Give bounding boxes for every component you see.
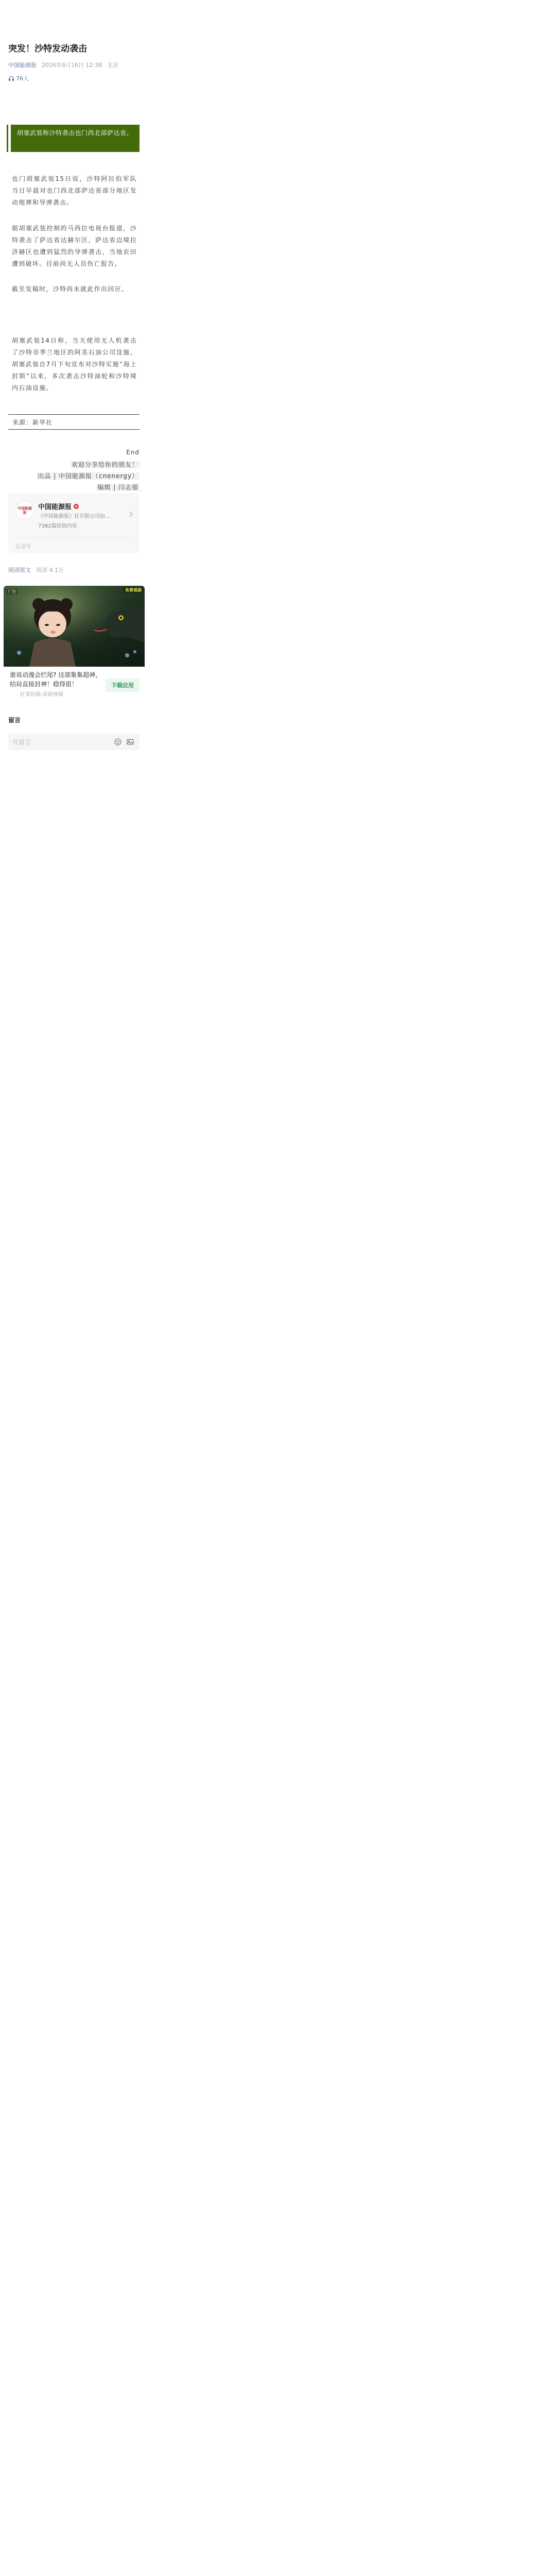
- listen-count: 76人: [16, 75, 29, 82]
- comments-title: 留言: [8, 717, 21, 724]
- emoji-icon[interactable]: [114, 738, 122, 746]
- producer-line: [37, 471, 140, 481]
- article-title: 突发！沙特发动袭击: [8, 44, 87, 54]
- headphones-icon: [8, 75, 14, 81]
- body-paragraph: 截至发稿时，沙特尚未就此作出回应。: [12, 285, 129, 293]
- highlight-callout: [8, 125, 140, 152]
- publish-location: 北京: [107, 62, 119, 69]
- body-paragraph: 也门胡塞武装15日说，沙特阿拉伯军队当日早晨对也门西北部萨达省部分地区发动炮弹和导弹袭击。: [12, 175, 137, 206]
- ad-card[interactable]: [4, 586, 145, 700]
- free-watch-tag: 免费看剧: [124, 587, 143, 593]
- producer-text: 出品 | 中国能源报（cnenergy）: [38, 472, 138, 480]
- ad-illustration: [4, 586, 145, 667]
- verified-badge-icon: v: [74, 504, 79, 509]
- account-card-title: 中国能源报: [38, 503, 72, 511]
- comment-input[interactable]: [8, 734, 140, 750]
- ad-image[interactable]: [4, 586, 145, 667]
- publish-time: 2026年8月16日 12:38: [42, 62, 102, 69]
- share-invite: [71, 460, 140, 470]
- comment-placeholder: 写留言: [12, 739, 31, 746]
- account-name-link[interactable]: 中国能源报: [8, 62, 37, 69]
- card-divider: [15, 537, 132, 538]
- read-count: 阅读 4.1万: [36, 567, 64, 573]
- account-description: 《中国能源报》社有限公司由...: [38, 514, 110, 519]
- ad-label: 广告: [6, 589, 18, 595]
- ad-advertiser: 红果短剧-看剧神器: [20, 692, 63, 698]
- editor-text: 编辑 | 闫志强: [97, 484, 138, 491]
- editor-line: [96, 482, 140, 493]
- article-meta: [8, 61, 118, 70]
- body-paragraph: 胡塞武装14日称，当天使用无人机袭击了沙特奈季兰地区的阿美石油公司设施。胡塞武装自7月下旬宣布对沙特实施“海上封锁”以来，多次袭击沙特油轮和沙特境内石油设施。: [12, 337, 137, 392]
- article-count: 7382篇原创内容: [38, 523, 77, 529]
- account-kind: 公众号: [15, 544, 31, 550]
- chevron-right-icon: [128, 511, 133, 518]
- share-text: 欢迎分享给你的朋友！: [71, 461, 138, 468]
- article-page: [0, 0, 148, 809]
- end-marker: End: [126, 449, 140, 456]
- account-card-name: [38, 501, 79, 511]
- source-attribution: [8, 414, 140, 430]
- download-app-button[interactable]: 下载应用: [106, 679, 140, 692]
- account-card[interactable]: [8, 493, 140, 553]
- body-paragraph: 据胡塞武装控制的马西拉电视台报道，沙特袭击了萨达省达赫尔区，萨达省边境拉济赫区也遭到猛烈的导弹袭击，当地农田遭到破坏。目前尚无人员伤亡报告。: [12, 225, 137, 267]
- source-text: 来源：新华社: [12, 419, 53, 426]
- callout-text: 胡塞武装称沙特袭击也门西北部萨达省。: [17, 129, 133, 137]
- image-icon[interactable]: [126, 738, 134, 746]
- read-row: [8, 566, 64, 574]
- read-original-link[interactable]: 阅读原文: [8, 567, 31, 573]
- ad-caption[interactable]: 谁说动漫会烂尾? 这部集集超神，结局直接封神！稳得很！: [10, 671, 102, 688]
- account-logo: 中国能源报: [15, 501, 34, 520]
- listen-button[interactable]: [8, 74, 29, 83]
